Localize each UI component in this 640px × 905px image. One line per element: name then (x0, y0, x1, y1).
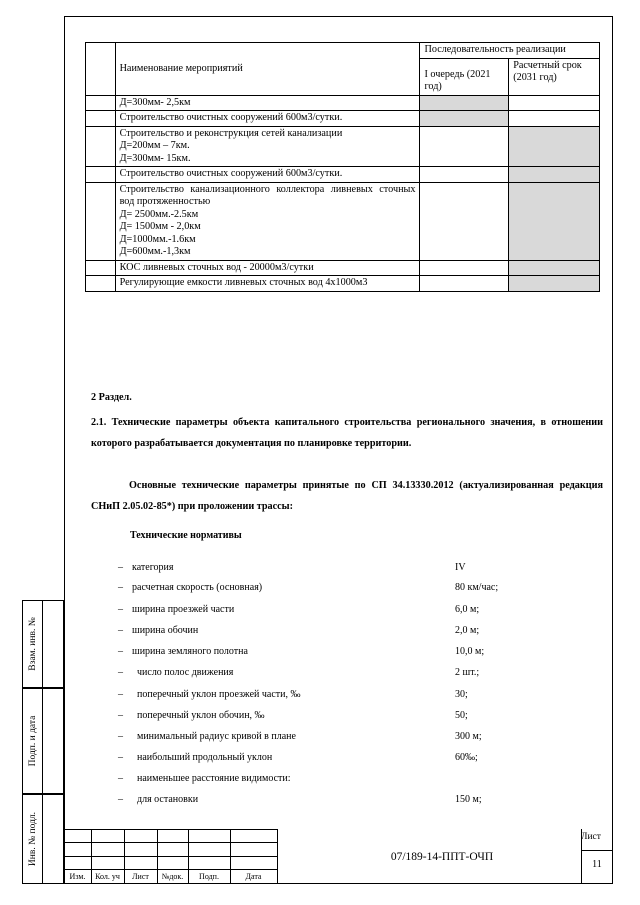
measure-line: КОС ливневых сточных вод - 20000м3/сутки (119, 261, 314, 273)
row-number-cell (86, 111, 116, 127)
measure-line: Строительство очистных сооружений 600м3/сутки. (119, 112, 343, 123)
measure-cell (115, 95, 420, 111)
measure-cell (115, 126, 420, 167)
measure-line: Д=600мм.-1,3км (119, 246, 191, 257)
norm-label: поперечный уклон проезжей части, ‰ (132, 689, 301, 700)
table-body (86, 95, 600, 291)
sheet-number: 11 (592, 859, 602, 870)
table-header-name: Наименование мероприятий (115, 43, 420, 96)
row-number-cell (86, 167, 116, 183)
table-header-stage2: Расчетный срок (2031 год) (509, 58, 600, 95)
measure-cell (115, 276, 420, 292)
title-block-column-caption: Кол. уч (95, 872, 120, 881)
norm-row (118, 646, 538, 660)
norm-dash: – (118, 646, 123, 657)
title-block-column-caption: Изм. (69, 872, 86, 881)
norm-label: расчетная скорость (основная) (132, 582, 263, 593)
measure-line: Строительство очистных сооружений 600м3/сутки. (119, 168, 343, 179)
norm-row (118, 773, 538, 787)
row-number-cell (86, 182, 116, 260)
norm-value: 60‰; (455, 752, 478, 763)
measure-line: Регулирующие емкости ливневых сточных вод 4х1000м3 (119, 277, 368, 288)
section-intro: Основные технические параметры принятые по СП 34.13330.2012 (актуализированная редакция СНиП 2.05.02-85*) при проложении трассы: (91, 480, 603, 512)
norm-label: ширина проезжей части (132, 604, 235, 615)
norm-row (118, 562, 538, 576)
norm-label: поперечный уклон обочин, ‰ (132, 710, 265, 721)
norm-label: число полос движения (132, 667, 234, 678)
measure-line: Д= 1500мм - 2,0км (119, 221, 201, 232)
sheet-label: Лист (581, 832, 601, 842)
norm-value: 2,0 м; (455, 625, 480, 636)
norm-row (118, 667, 538, 681)
measure-line: Д=300мм- 2,5км (119, 96, 191, 108)
norm-dash: – (118, 667, 123, 678)
norm-label: ширина обочин (132, 625, 199, 636)
side-stamp (22, 600, 64, 884)
stage1-cell (420, 95, 509, 111)
norm-dash: – (118, 582, 123, 593)
row-number-cell (86, 126, 116, 167)
norm-row (118, 794, 538, 808)
title-block-column-caption: Лист (132, 872, 149, 881)
norm-label: наибольший продольный уклон (132, 752, 273, 763)
measure-line: Д=300мм- 15км. (119, 152, 191, 164)
norm-dash: – (118, 562, 123, 573)
table-row (86, 182, 600, 260)
norm-value: IV (455, 562, 466, 573)
stamp-sign-date (22, 688, 64, 794)
measure-cell (115, 182, 420, 260)
measure-line: Д=200мм – 7км. (119, 140, 190, 151)
stage1-cell (420, 167, 509, 183)
norm-value: 150 м; (455, 794, 482, 805)
row-number-cell (86, 260, 116, 276)
norm-label: минимальный радиус кривой в плане (132, 731, 296, 742)
norm-dash: – (118, 689, 123, 700)
table-row (86, 111, 600, 127)
stage2-cell (509, 167, 600, 183)
table-row (86, 260, 600, 276)
stage2-cell (509, 126, 600, 167)
title-block-column-caption: Подп. (199, 872, 219, 881)
table-row (86, 276, 600, 292)
stamp-label: Инв. № подл. (27, 811, 38, 867)
norm-dash: – (118, 625, 123, 636)
measure-line: Д= 2500мм.-2.5км (119, 208, 199, 220)
stage2-cell (509, 111, 600, 127)
measure-line: Строительство и реконструкция сетей канализации (119, 127, 343, 139)
stage1-cell (420, 126, 509, 167)
section-heading: 2 Раздел. (91, 392, 132, 403)
title-block (64, 829, 613, 884)
table-row (86, 167, 600, 183)
title-block-column-caption: Дата (245, 872, 262, 881)
norm-value: 6,0 м; (455, 604, 480, 615)
norm-value: 300 м; (455, 731, 482, 742)
document-code: 07/189-14-ППТ-ОЧП (390, 850, 494, 863)
norm-dash: – (118, 604, 123, 615)
stage2-cell (509, 276, 600, 292)
norm-label: категория (132, 562, 174, 573)
table-row (86, 126, 600, 167)
norm-value: 30; (455, 689, 468, 700)
norm-row (118, 710, 538, 724)
table-header-stage1: I очередь (2021 год) (420, 58, 509, 95)
norm-label: наименьшее расстояние видимости: (132, 773, 291, 784)
table-header-blank (86, 43, 116, 96)
norm-label: ширина земляного полотна (132, 646, 248, 657)
norm-row (118, 731, 538, 745)
row-number-cell (86, 95, 116, 111)
norm-label: для остановки (132, 794, 199, 805)
norm-dash: – (118, 773, 123, 784)
measure-line: Строительство канализационного коллектора ливневых сточных вод протяженностью (119, 183, 416, 207)
stage2-cell (509, 182, 600, 260)
measures-table (85, 42, 600, 292)
section-subheading: 2.1. Технические параметры объекта капитального строительства регионального значения, в отношении которого разрабатывается документация по планировке территории. (91, 417, 603, 449)
norm-dash: – (118, 731, 123, 742)
measure-cell (115, 111, 420, 127)
norm-dash: – (118, 794, 123, 805)
norm-row (118, 689, 538, 703)
norm-value: 10,0 м; (455, 646, 485, 657)
stage1-cell (420, 182, 509, 260)
measure-cell (115, 167, 420, 183)
stage1-cell (420, 276, 509, 292)
norm-row (118, 752, 538, 766)
norm-value: 50; (455, 710, 468, 721)
norms-title: Технические нормативы (130, 530, 242, 541)
stage2-cell (509, 260, 600, 276)
title-block-column-caption: №док. (161, 872, 184, 881)
norm-value: 80 км/час; (455, 582, 499, 593)
norm-row (118, 604, 538, 618)
norm-row (118, 625, 538, 639)
stage1-cell (420, 111, 509, 127)
norm-dash: – (118, 752, 123, 763)
measure-line: Д=1000мм.-1.6км (119, 233, 196, 245)
stamp-label: Подп. и дата (27, 715, 38, 767)
stage1-cell (420, 260, 509, 276)
norm-dash: – (118, 710, 123, 721)
stamp-inv-orig (22, 794, 64, 884)
norm-row (118, 582, 538, 596)
stamp-label: Взам. инв. № (27, 617, 38, 671)
stamp-inv-replace (22, 600, 64, 688)
norm-value: 2 шт.; (455, 667, 480, 678)
table-header-sequence: Последовательность реализации (420, 43, 600, 59)
stage2-cell (509, 95, 600, 111)
table-row (86, 95, 600, 111)
measure-cell (115, 260, 420, 276)
row-number-cell (86, 276, 116, 292)
